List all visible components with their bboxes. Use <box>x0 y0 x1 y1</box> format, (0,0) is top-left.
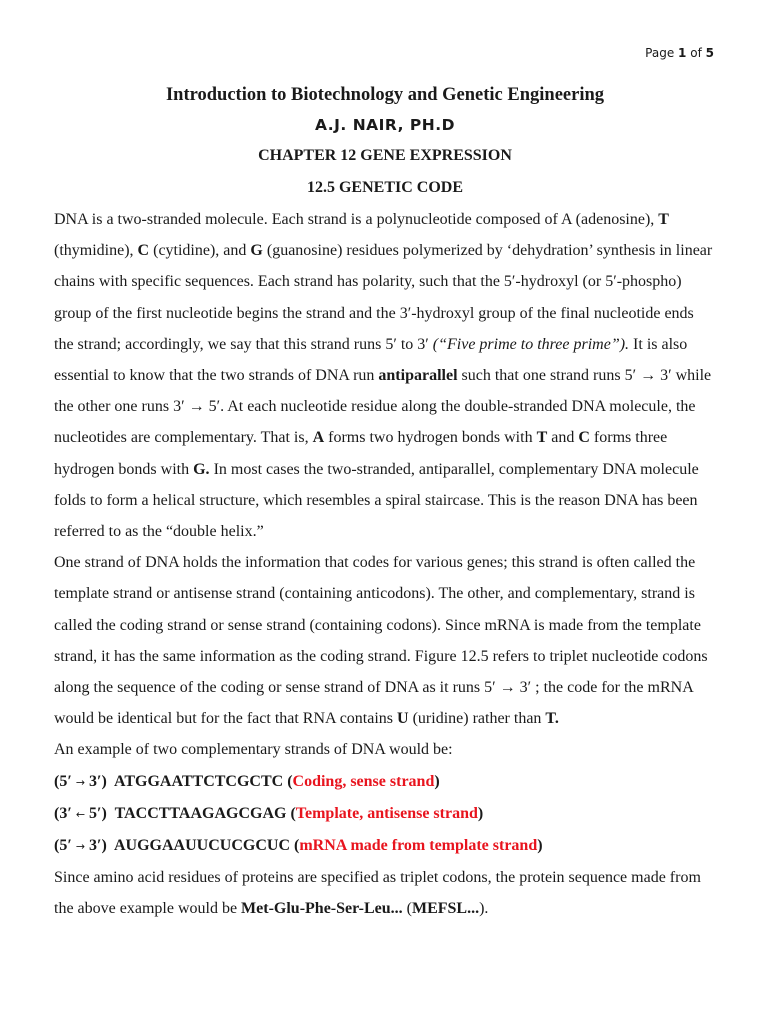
seq-bases: ATGGAATTCTCGCTC ( <box>114 772 293 790</box>
paragraph-template-strand <box>54 547 716 734</box>
document-body <box>54 80 716 925</box>
text-run: In most cases the two-stranded, antiparallel, complementary DNA molecule folds to form a helical structure, which resembles a spiral staircase. This is the reason DNA has been referred to as the “double helix.” <box>54 460 699 541</box>
text-run: Since amino acid residues of proteins are specified as triplet codons, the protein sequence made from the above example would be <box>54 869 701 918</box>
right-arrow-icon: → <box>75 840 86 854</box>
right-arrow-icon: → <box>75 775 86 789</box>
left-arrow-icon: ← <box>75 807 86 821</box>
italic-phrase: (“Five prime to three prime”). <box>432 335 630 353</box>
paragraph-protein-sequence <box>54 862 716 924</box>
bold-term: C <box>137 242 150 260</box>
seq-label: Coding, sense strand <box>292 772 435 790</box>
seq-direction-close: 3′) <box>85 837 114 855</box>
bold-term: T. <box>545 710 559 728</box>
text-run: forms three hydrogen bonds with <box>54 429 668 478</box>
text-run: (thymidine), <box>54 242 138 260</box>
seq-label: Template, antisense strand <box>295 804 478 822</box>
seq-bases: AUGGAAUUCUCGCUC ( <box>114 837 300 855</box>
book-title: Introduction to Biotechnology and Genetic Engineering <box>165 85 605 105</box>
text-run: (uridine) rather than <box>408 710 546 728</box>
text-run: (guanosine) residues polymerized by ‘dehydration’ synthesis in linear chains with specific sequences. Each strand has polarity, such that the 5′-hydroxyl (or 5′-phospho) group of the first nucleotide begins the strand and the 3′-hydroxyl group of the final nucleotide ends the strand; accordingly, we say that this strand runs 5′ to 3′ <box>54 242 713 353</box>
bold-term: G. <box>193 460 210 478</box>
bold-term: A <box>312 429 325 447</box>
paragraph-example-intro: An example of two complementary strands of DNA would be: <box>54 741 453 759</box>
bold-term: U <box>397 710 409 728</box>
chapter-heading: CHAPTER 12 GENE EXPRESSION <box>258 147 512 164</box>
page-number <box>645 46 714 60</box>
seq-direction-open: (3′ <box>54 804 76 822</box>
text-run: such that one strand runs 5′ → 3′ while the other one runs 3′ → 5′. At each nucleotide residue along the double-stranded DNA molecule, the nucleotides are complementary. That is, <box>54 367 712 447</box>
seq-bases: TACCTTAAGAGCGAG ( <box>114 804 296 822</box>
text-run: and <box>547 429 579 447</box>
bold-term: T <box>536 429 548 447</box>
page-label: Page <box>645 46 675 60</box>
bold-term: MEFSL... <box>411 900 480 918</box>
section-heading: 12.5 GENETIC CODE <box>306 179 464 196</box>
seq-label: mRNA made from template strand <box>299 837 538 855</box>
page-of: of <box>690 46 702 60</box>
seq-end: ) <box>434 772 440 790</box>
text-run: DNA is a two-stranded molecule. Each strand is a polynucleotide composed of A (adenosine), <box>54 211 659 228</box>
text-run: forms two hydrogen bonds with <box>324 429 537 447</box>
text-run: It is also essential to know that the two strands of DNA run <box>54 335 688 385</box>
page-total: 5 <box>705 46 714 60</box>
seq-direction-close: 5′) <box>85 804 115 822</box>
page-current: 1 <box>678 46 687 60</box>
bold-term: G <box>250 242 263 260</box>
bold-term: antiparallel <box>378 367 458 385</box>
seq-direction-open: (5′ <box>54 837 76 855</box>
sequence-coding-strand <box>54 766 716 798</box>
bold-term: Met-Glu-Phe-Ser-Leu... <box>241 900 403 918</box>
paragraph-dna-structure <box>54 204 716 547</box>
sequence-template-strand <box>54 798 716 830</box>
text-run: One strand of DNA holds the information that codes for various genes; this strand is often called the template strand or antisense strand (containing anticodons). The other, and complementary, strand is called the coding strand or sense strand (containing codons). Since mRNA is made from the template strand, it has the same information as the coding strand. Figure 12.5 refers to triplet nucleotide codons along the sequence of the coding or sense strand of DNA as it runs 5′ → 3′ ; the code for the mRNA would be identical but for the fact that RNA contains <box>54 554 708 728</box>
text-run: (cytidine), and <box>149 242 251 260</box>
seq-direction-open: (5′ <box>54 772 76 790</box>
seq-end: ) <box>537 837 543 855</box>
bold-term: C <box>578 429 590 447</box>
seq-end: ) <box>477 804 484 822</box>
bold-term: T <box>658 211 669 228</box>
text-run: ). <box>479 900 489 918</box>
author: A.J. NAIR, PH.D <box>314 116 456 134</box>
sequence-mrna <box>54 830 716 862</box>
text-run: ( <box>402 900 412 918</box>
seq-direction-close: 3′) <box>85 772 114 790</box>
